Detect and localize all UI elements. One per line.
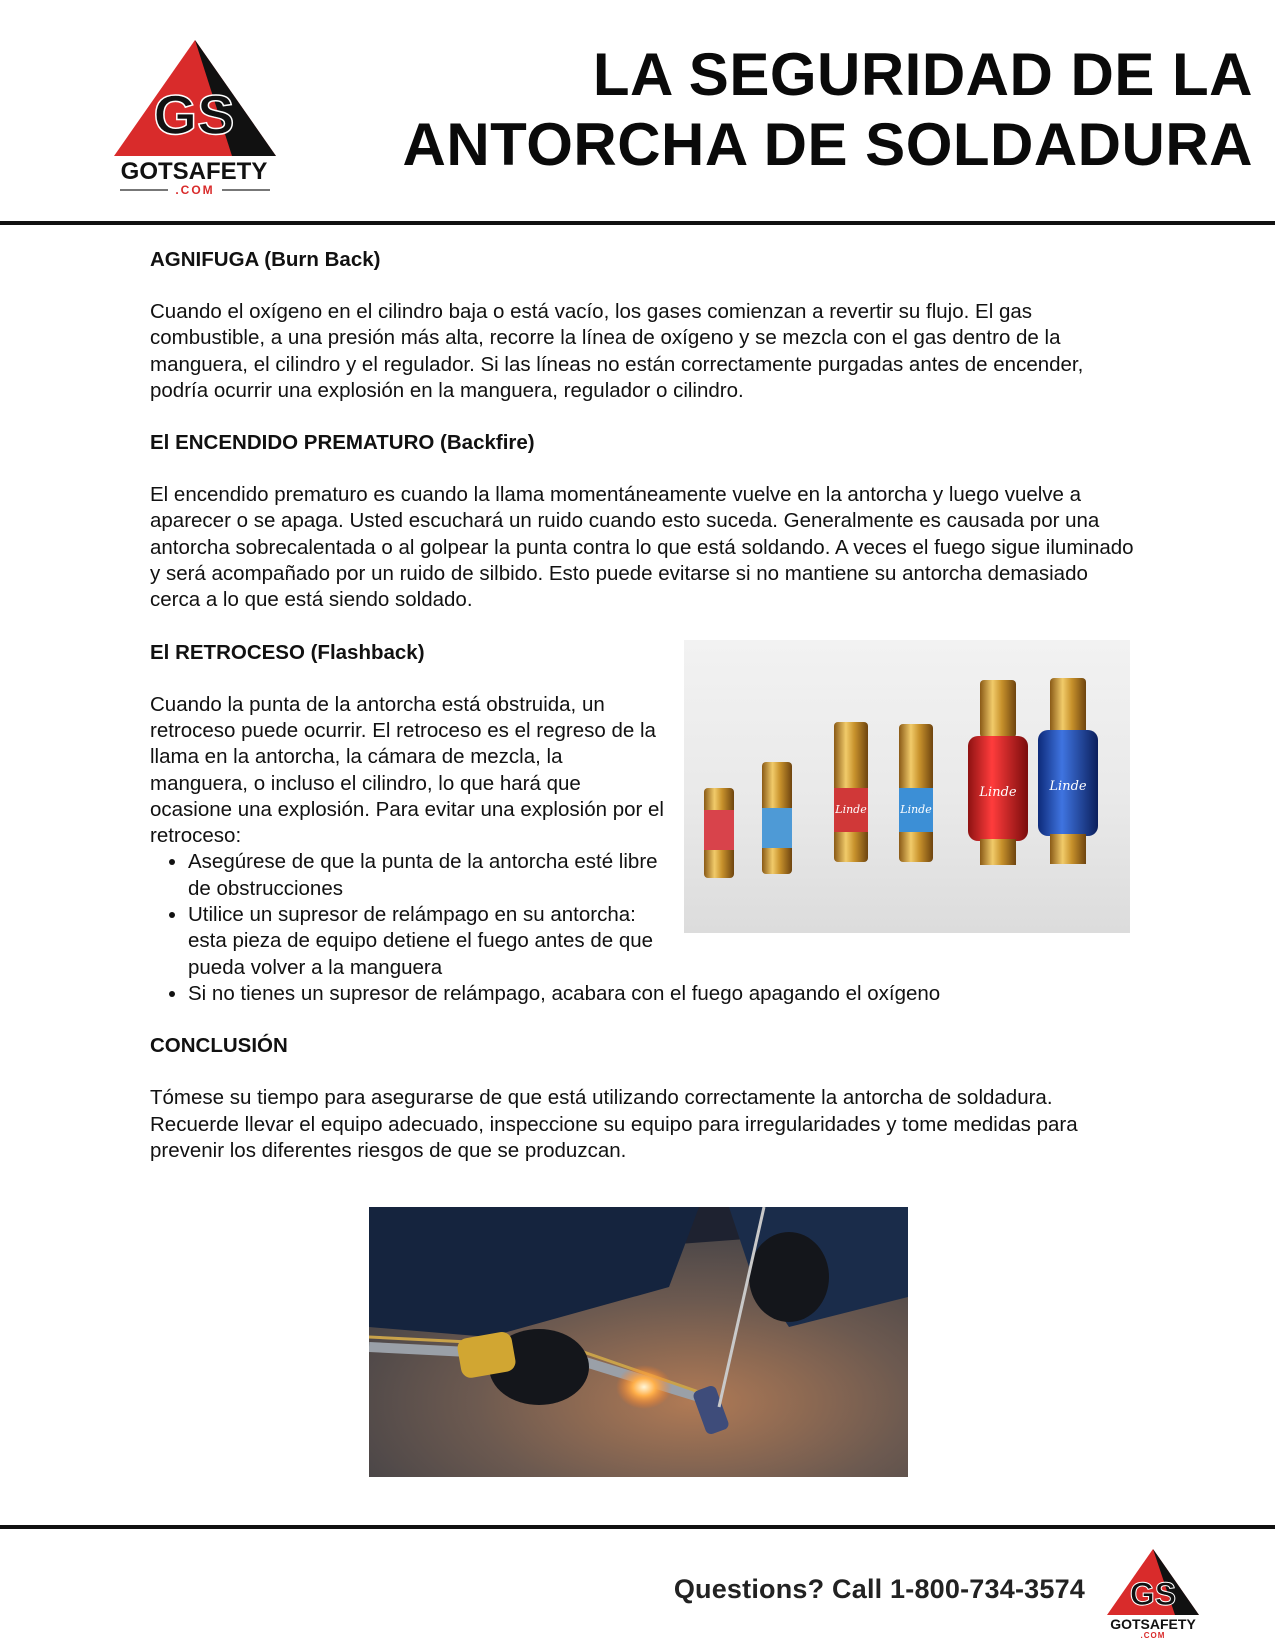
section-heading-flashback: El RETROCESO (Flashback) (150, 640, 425, 664)
page-title (403, 40, 1254, 180)
section-body-burn-back: Cuando el oxígeno en el cilindro baja o está vacío, los gases comienzan a revertir su flujo. El gas combustible, a una presión más alta, recorre la línea de oxígeno y se mezcla con el gas dentro de la manguera, el cilindro y el regulador. Si las líneas no están correctamente purgadas antes de encender, podría ocurrir una explosión en la manguera, regulador o cilindro. (150, 300, 1084, 402)
svg-text:GOTSAFETY: GOTSAFETY (1110, 1616, 1196, 1632)
title-line-1: LA SEGURIDAD DE LA (592, 41, 1253, 108)
svg-text:.COM: .COM (1140, 1631, 1166, 1639)
svg-text:Linde: Linde (979, 784, 1017, 800)
svg-text:Linde: Linde (1049, 778, 1087, 794)
svg-text:GOTSAFETY: GOTSAFETY (120, 158, 268, 185)
welding-torch-illustration (369, 1207, 908, 1477)
list-item: • Si no tienes un supresor de relámpago, acabara con el fuego apagando el oxígeno (188, 981, 1140, 1007)
gotsafety-footer-logo (1105, 1547, 1201, 1639)
flashback-arrestors-illustration (684, 640, 1130, 933)
svg-text:Linde: Linde (835, 802, 867, 816)
header-divider (0, 221, 1275, 225)
gotsafety-logo (110, 36, 280, 196)
welding-torch-photo (369, 1207, 908, 1477)
footer-divider (0, 1525, 1275, 1529)
section-heading-conclusion: CONCLUSIÓN (150, 1034, 288, 1058)
svg-text:.COM: .COM (175, 183, 215, 196)
svg-text:GS: GS (153, 83, 235, 146)
document-body (150, 247, 1140, 1190)
list-item: • Asegúrese de que la punta de la antorcha esté libre de obstrucciones (188, 849, 1140, 902)
section-heading-backfire: El ENCENDIDO PREMATURO (Backfire) (150, 431, 535, 455)
footer-contact-phone: Questions? Call 1-800-734-3574 (673, 1574, 1085, 1604)
section-body-flashback: Cuando la punta de la antorcha está obstruida, un retroceso puede ocurrir. El retroceso es el regreso de la llama en la antorcha, la cámara de mezcla, la manguera, o incluso el cilindro, lo que hará que ocasione una explosión. Para evitar una explosión por el retroceso: (150, 692, 664, 848)
title-line-2: ANTORCHA DE SOLDADURA (402, 111, 1253, 178)
list-item: • Utilice un supresor de relámpago en su antorcha: esta pieza de equipo detiene el fuego antes de que pueda volver a la manguera (188, 902, 1140, 981)
section-heading-burn-back: AGNIFUGA (Burn Back) (150, 248, 381, 271)
flashback-arrestors-photo (684, 640, 1130, 933)
svg-text:Linde: Linde (900, 802, 932, 816)
section-body-backfire: El encendido prematuro es cuando la llama momentáneamente vuelve en la antorcha y luego vuelve a aparecer o se apaga. Usted escuchará un ruido cuando esto suceda. Generalmente es causada por una antorcha sobrecalentada o al golpear la punta contra lo que está soldando. A veces el fuego sigue iluminado y será acompañado por un ruido de silbido. Esto puede evitarse si no mantiene su antorcha demasiado cerca a lo que está siendo soldado. (150, 483, 1134, 612)
svg-text:GS: GS (1129, 1576, 1177, 1612)
section-body-conclusion: Tómese su tiempo para asegurarse de que está utilizando correctamente la antorcha de soldadura. Recuerde llevar el equipo adecuado, inspeccione su equipo para irregularidades y tome medidas para prevenir los diferentes riesgos de que se produzcan. (150, 1086, 1078, 1162)
